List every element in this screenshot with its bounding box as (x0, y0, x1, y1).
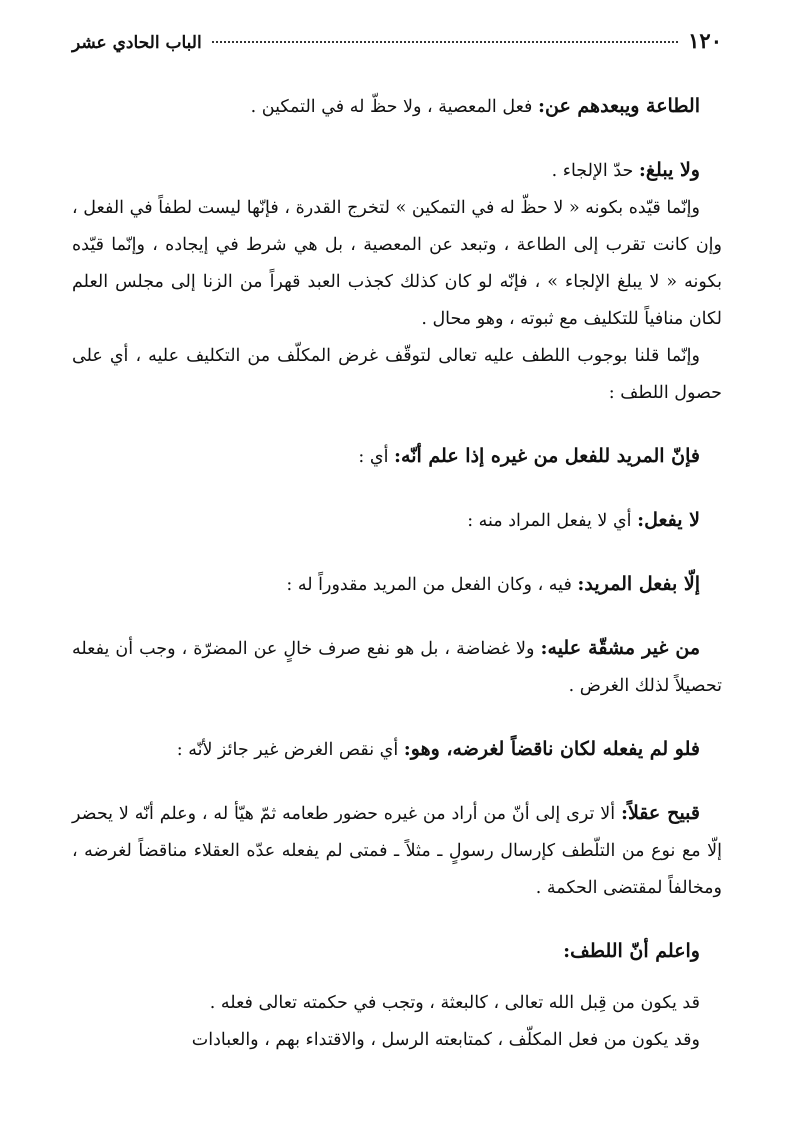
paragraph-text: ألا ترى إلى أنّ من أراد من غيره حضور طعامه ثمّ هيّأ له ، وعلم أنّه لا يحضر إلّا مع نوع من التلّطف كإرسال رسولٍ ـ مثلاً ـ فمتى لم يفعله عدّه العقلاء مناقضاً لغرضه ، ومخالفاً لمقتضى الحكمة . (72, 804, 722, 898)
page-number: ١٢٠ (688, 28, 722, 53)
paragraph (72, 1022, 722, 1059)
paragraph (72, 985, 722, 1022)
paragraph (72, 338, 722, 412)
bold-term: من غير مشقّة عليه: (540, 637, 701, 659)
paragraph (72, 88, 722, 126)
paragraph-text: فيه ، وكان الفعل من المريد مقدوراً له : (286, 575, 578, 595)
bold-term: قبيح عقلاً: (620, 802, 700, 824)
paragraph-text: فعل المعصية ، ولا حظّ له في التمكين . (250, 97, 538, 117)
paragraph (72, 566, 722, 604)
paragraph-text: وقد يكون من فعل المكلّف ، كمتابعته الرسل ، والاقتداء بهم ، والعبادات (191, 1030, 700, 1050)
bold-term: ولا يبلغ: (638, 159, 700, 181)
paragraph (72, 438, 722, 476)
paragraph (72, 190, 722, 338)
section-heading (72, 933, 722, 971)
header-leader-dots (212, 40, 678, 43)
bold-term: لا يفعل: (637, 509, 700, 531)
paragraph (72, 795, 722, 907)
paragraph-text: ولا غضاضة ، بل هو نفع صرف خالٍ عن المضرّة ، وجب أن يفعله تحصيلاً لذلك الغرض . (72, 639, 722, 696)
bold-term: إلّا بفعل المريد: (577, 573, 700, 595)
document-page (72, 28, 722, 1059)
paragraph (72, 630, 722, 705)
paragraph-text: أي نقص الغرض غير جائز لأنّه : (176, 740, 404, 760)
paragraph-text: وإنّما قلنا بوجوب اللطف عليه تعالى لتوقّف غرض المكلّف من التكليف عليه ، أي على حصول اللطف : (72, 346, 722, 403)
paragraph (72, 731, 722, 769)
paragraph-text: أي : (358, 447, 395, 467)
paragraph (72, 502, 722, 540)
bold-term: واعلم أنّ اللطف: (563, 940, 700, 962)
paragraph (72, 152, 722, 190)
bold-term: فلو لم يفعله لكان ناقضاً لغرضه، وهو: (403, 738, 700, 760)
paragraph-text: حدّ الإلجاء . (551, 161, 639, 181)
paragraph-text: وإنّما قيّده بكونه « لا حظّ له في التمكين » لتخرج القدرة ، فإنّها ليست لطفاً في الفعل ، وإن كانت تقرب إلى الطاعة ، وتبعد عن المعصية ، بل هي شرط في إيجاده ، وإنّما قيّده بكونه « لا يبلغ الإلجاء » ، فإنّه لو كان كذلك كجذب العبد قهراً من الزنا إلى مجلس العلم لكان منافياً للتكليف مع ثبوته ، وهو محال . (72, 198, 722, 329)
paragraph-text: قد يكون من قِبل الله تعالى ، كالبعثة ، وتجب في حكمته تعالى فعله . (209, 993, 700, 1013)
paragraph-text: أي لا يفعل المراد منه : (467, 511, 638, 531)
chapter-title: الباب الحادي عشر (72, 33, 202, 53)
bold-term: الطاعة ويبعدهم عن: (537, 95, 700, 117)
bold-term: فإنّ المريد للفعل من غيره إذا علم أنّه: (394, 445, 700, 467)
running-header (72, 28, 722, 68)
